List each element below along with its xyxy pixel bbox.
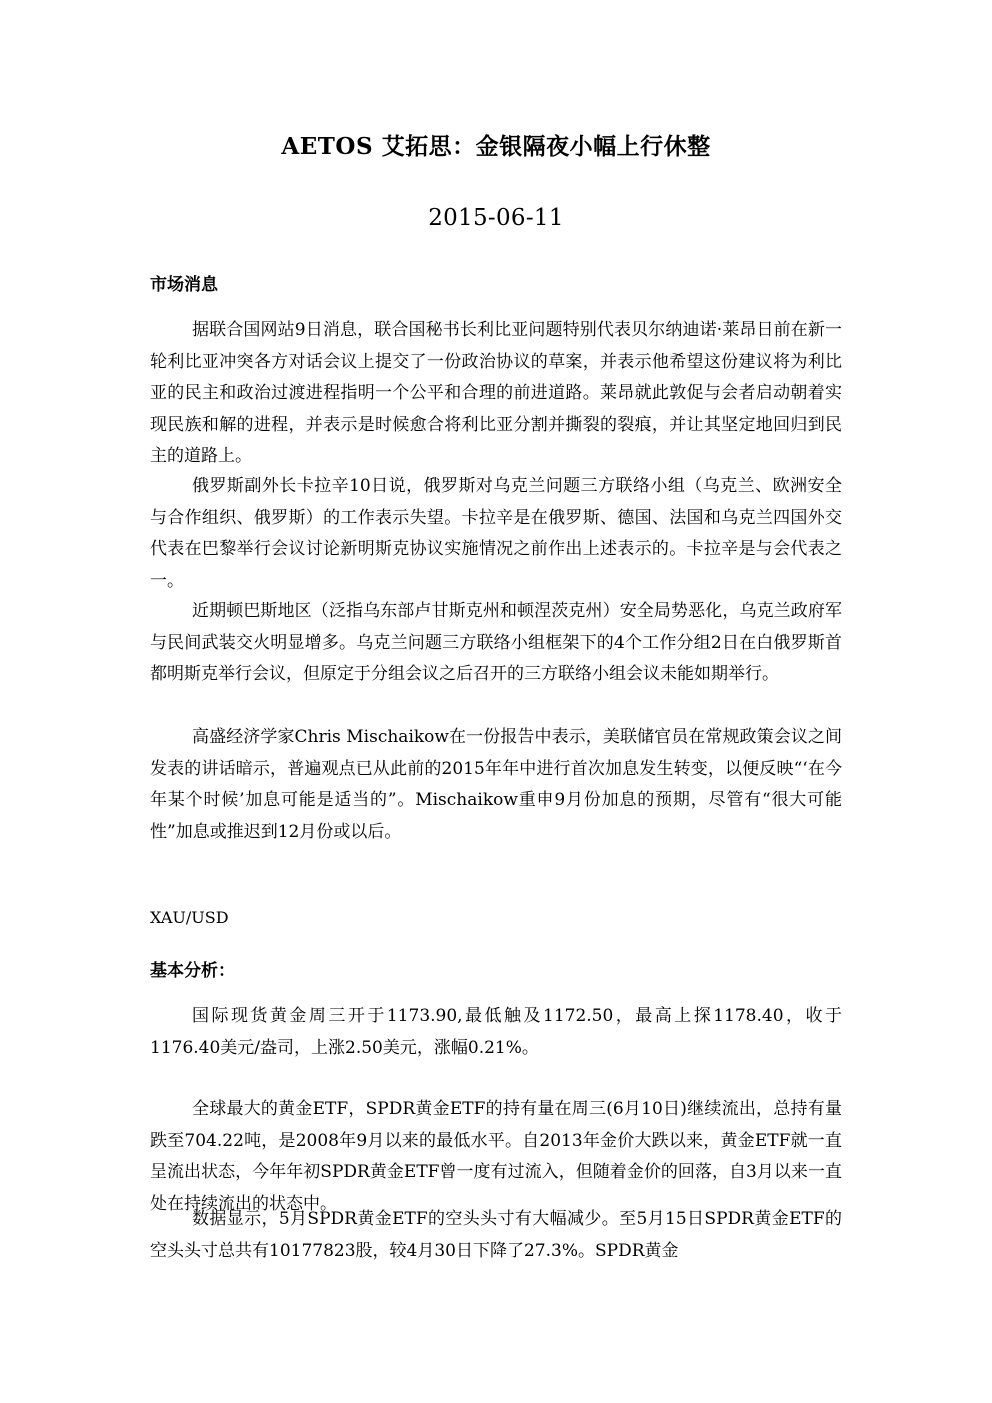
xau-paragraph-1: 国际现货黄金周三开于1173.90,最低触及1172.50，最高上探1178.40，收于1176.40美元/盎司，上涨2.50美元，涨幅0.21%。 xyxy=(150,1006,842,1058)
document-date: 2015-06-11 xyxy=(428,205,564,231)
document-title: AETOS 艾拓思：金银隔夜小幅上行休整 xyxy=(281,133,711,160)
section-label-xau-usd: XAU/USD xyxy=(150,908,229,927)
news-paragraph-1: 据联合国网站9日消息，联合国秘书长利比亚问题特别代表贝尔纳迪诺·莱昂日前在新一轮利比亚冲突各方对话会议上提交了一份政治协议的草案，并表示他希望这份建议将为利比亚的民主和政治过渡进程指明一个公平和合理的前进道路。莱昂就此敦促与会者启动朝着实现民族和解的进程，并表示是时候愈合将利比亚分割并撕裂的裂痕，并让其坚定地回归到民主的道路上。 xyxy=(150,320,842,466)
news-paragraph-4: 高盛经济学家Chris Mischaikow在一份报告中表示，美联储官员在常规政策会议之间发表的讲话暗示，普遍观点已从此前的2015年年中进行首次加息发生转变，以便反映“‘在今年某个时候’加息可能是适当的”。Mischaikow重申9月份加息的预期，尽管有“很大可能性”加息或推迟到12月份或以后。 xyxy=(150,727,842,842)
xau-paragraph-2: 全球最大的黄金ETF，SPDR黄金ETF的持有量在周三(6月10日)继续流出，总持有量跌至704.22吨，是2008年9月以来的最低水平。自2013年金价大跌以来，黄金ETF就一直呈流出状态，今年年初SPDR黄金ETF曾一度有过流入，但随着金价的回落，自3月以来一直处在持续流出的状态中。 xyxy=(150,1099,842,1214)
section-heading-fundamental-analysis: 基本分析： xyxy=(150,961,235,981)
news-paragraph-2: 俄罗斯副外长卡拉辛10日说，俄罗斯对乌克兰问题三方联络小组（乌克兰、欧洲安全与合作组织、俄罗斯）的工作表示失望。卡拉辛是在俄罗斯、德国、法国和乌克兰四国外交代表在巴黎举行会议讨论新明斯克协议实施情况之前作出上述表示的。卡拉辛是与会代表之一。 xyxy=(150,476,842,591)
section-heading-market-news: 市场消息 xyxy=(150,275,218,295)
news-paragraph-3: 近期顿巴斯地区（泛指乌东部卢甘斯克州和顿涅茨克州）安全局势恶化，乌克兰政府军与民间武装交火明显增多。乌克兰问题三方联络小组框架下的4个工作分组2日在白俄罗斯首都明斯克举行会议，但原定于分组会议之后召开的三方联络小组会议未能如期举行。 xyxy=(150,601,842,684)
xau-paragraph-3: 数据显示，5月SPDR黄金ETF的空头头寸有大幅减少。至5月15日SPDR黄金ETF的空头头寸总共有10177823股，较4月30日下降了27.3%。SPDR黄金 xyxy=(150,1209,842,1261)
